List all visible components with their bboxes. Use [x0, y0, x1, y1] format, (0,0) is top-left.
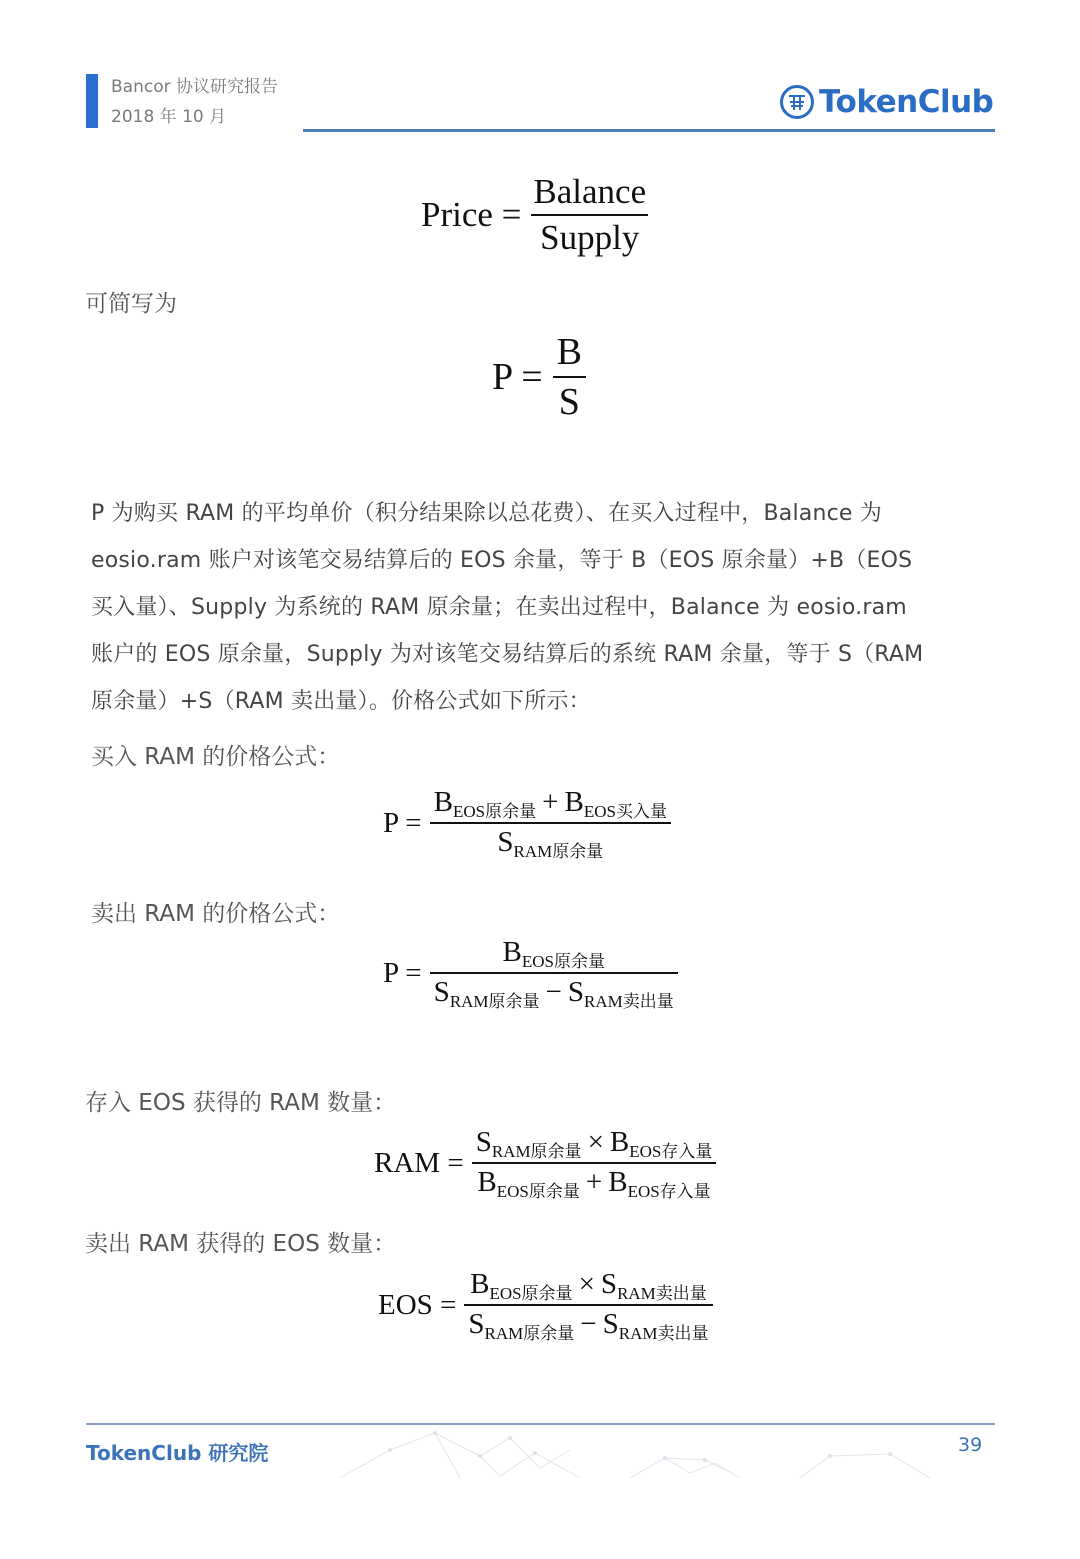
variable-subscript: RAM原余量	[449, 991, 540, 1011]
variable-base: B	[477, 1165, 497, 1198]
formula-lhs: RAM =	[374, 1147, 464, 1180]
variable-base: S	[602, 1307, 619, 1340]
denominator: Supply	[540, 218, 640, 257]
tokenclub-logo	[780, 82, 993, 122]
variable	[468, 1307, 575, 1343]
variable-base: S	[497, 825, 514, 858]
variable	[608, 1165, 711, 1201]
formula-simple	[492, 330, 586, 424]
operator: −	[580, 1307, 597, 1340]
fraction	[430, 936, 678, 1012]
sell-ram-label: 卖出 RAM 获得的 EOS 数量：	[85, 1231, 397, 1257]
paragraph-line: 买入量）、Supply 为系统的 RAM 原余量；在卖出过程中，Balance 为 eosio.ram	[91, 595, 907, 620]
formula-price	[421, 172, 648, 258]
tokenclub-logo-icon	[780, 85, 814, 119]
simplify-label: 可简写为	[85, 291, 177, 317]
variable-subscript: RAM原余量	[513, 841, 604, 861]
variable-subscript: RAM原余量	[491, 1142, 582, 1161]
operator: ×	[587, 1126, 604, 1158]
denominator	[430, 974, 678, 1012]
variable-base: S	[567, 975, 585, 1008]
formula-lhs: Price =	[421, 195, 522, 234]
operator: +	[585, 1165, 603, 1198]
variable	[470, 1268, 573, 1303]
footer-institute-name: TokenClub 研究院	[86, 1441, 269, 1465]
numerator: B	[556, 331, 583, 373]
fraction	[531, 172, 648, 258]
variable	[600, 1268, 707, 1303]
network-decoration	[330, 1428, 930, 1483]
paragraph-line: 原余量）+S（RAM 卖出量）。价格公式如下所示：	[91, 689, 591, 714]
variable-base: B	[608, 1165, 628, 1198]
variable-base: B	[502, 936, 522, 968]
page-number: 39	[958, 1434, 983, 1456]
sell-price-label: 卖出 RAM 的价格公式：	[91, 901, 341, 927]
variable-subscript: EOS原余量	[453, 802, 537, 821]
variable-subscript: RAM原余量	[484, 1323, 575, 1343]
numerator	[472, 1126, 717, 1162]
variable-base: S	[475, 1126, 492, 1158]
logo-text: TokenClub	[819, 84, 994, 120]
variable	[609, 1126, 713, 1161]
denominator: S	[558, 381, 580, 423]
deposit-ram-label: 存入 EOS 获得的 RAM 数量：	[85, 1090, 397, 1116]
variable	[502, 936, 605, 971]
variable-subscript: EOS原余量	[521, 952, 605, 971]
paragraph-line: P 为购买 RAM 的平均单价（积分结果除以总花费）、在买入过程中，Balance 为	[91, 501, 883, 526]
variable-subscript: EOS原余量	[496, 1181, 580, 1201]
header-accent-bar	[86, 74, 98, 128]
operator: +	[542, 786, 559, 818]
footer-divider	[86, 1423, 995, 1425]
variable-subscript: RAM卖出量	[617, 1284, 707, 1303]
variable-subscript: EOS原余量	[489, 1284, 573, 1303]
formula-sell-price	[383, 936, 678, 1012]
paragraph-line: 账户的 EOS 原余量，Supply 为对该笔交易结算后的系统 RAM 余量，等于 S（RAM	[91, 642, 924, 667]
fraction	[472, 1126, 717, 1202]
variable-subscript: EOS买入量	[583, 802, 667, 821]
report-date: 2018 年 10 月	[111, 107, 227, 127]
formula-lhs: EOS =	[378, 1289, 457, 1322]
paragraph-line: eosio.ram 账户对该笔交易结算后的 EOS 余量，等于 B（EOS 原余量）+B（EOS	[91, 548, 913, 573]
variable-base: S	[600, 1268, 618, 1300]
formula-buy-price	[383, 786, 671, 862]
operator: ×	[578, 1268, 595, 1300]
operator: −	[545, 975, 562, 1008]
formula-lhs: P =	[492, 356, 543, 398]
variable-subscript: RAM卖出量	[584, 991, 674, 1011]
buy-price-label: 买入 RAM 的价格公式：	[91, 744, 341, 770]
header-divider	[303, 129, 995, 132]
formula-lhs: P =	[383, 807, 422, 840]
numerator: Balance	[533, 172, 647, 211]
variable	[433, 786, 537, 821]
denominator	[464, 1306, 712, 1344]
numerator	[466, 1268, 711, 1304]
variable	[477, 1165, 580, 1201]
variable	[433, 975, 540, 1011]
numerator	[430, 786, 671, 822]
variable-subscript: EOS存入量	[627, 1181, 711, 1201]
formula-ram-amount	[374, 1126, 716, 1202]
variable	[497, 825, 604, 861]
variable	[475, 1126, 582, 1161]
variable	[567, 975, 674, 1011]
variable-base: B	[470, 1268, 490, 1300]
variable-base: B	[564, 786, 584, 818]
variable-base: B	[433, 786, 454, 818]
variable-base: S	[433, 975, 450, 1008]
numerator	[498, 936, 608, 972]
fraction	[430, 786, 671, 862]
fraction	[553, 330, 586, 424]
formula-eos-amount	[378, 1268, 713, 1344]
variable-subscript: RAM卖出量	[618, 1323, 709, 1343]
variable-base: S	[468, 1307, 485, 1340]
report-title: Bancor 协议研究报告	[111, 77, 278, 97]
formula-lhs: P =	[383, 957, 422, 990]
fraction	[464, 1268, 712, 1344]
variable-base: B	[609, 1126, 630, 1158]
denominator	[493, 824, 607, 862]
denominator	[473, 1164, 714, 1202]
variable	[602, 1307, 709, 1343]
variable	[564, 786, 667, 821]
variable-subscript: EOS存入量	[629, 1142, 713, 1161]
